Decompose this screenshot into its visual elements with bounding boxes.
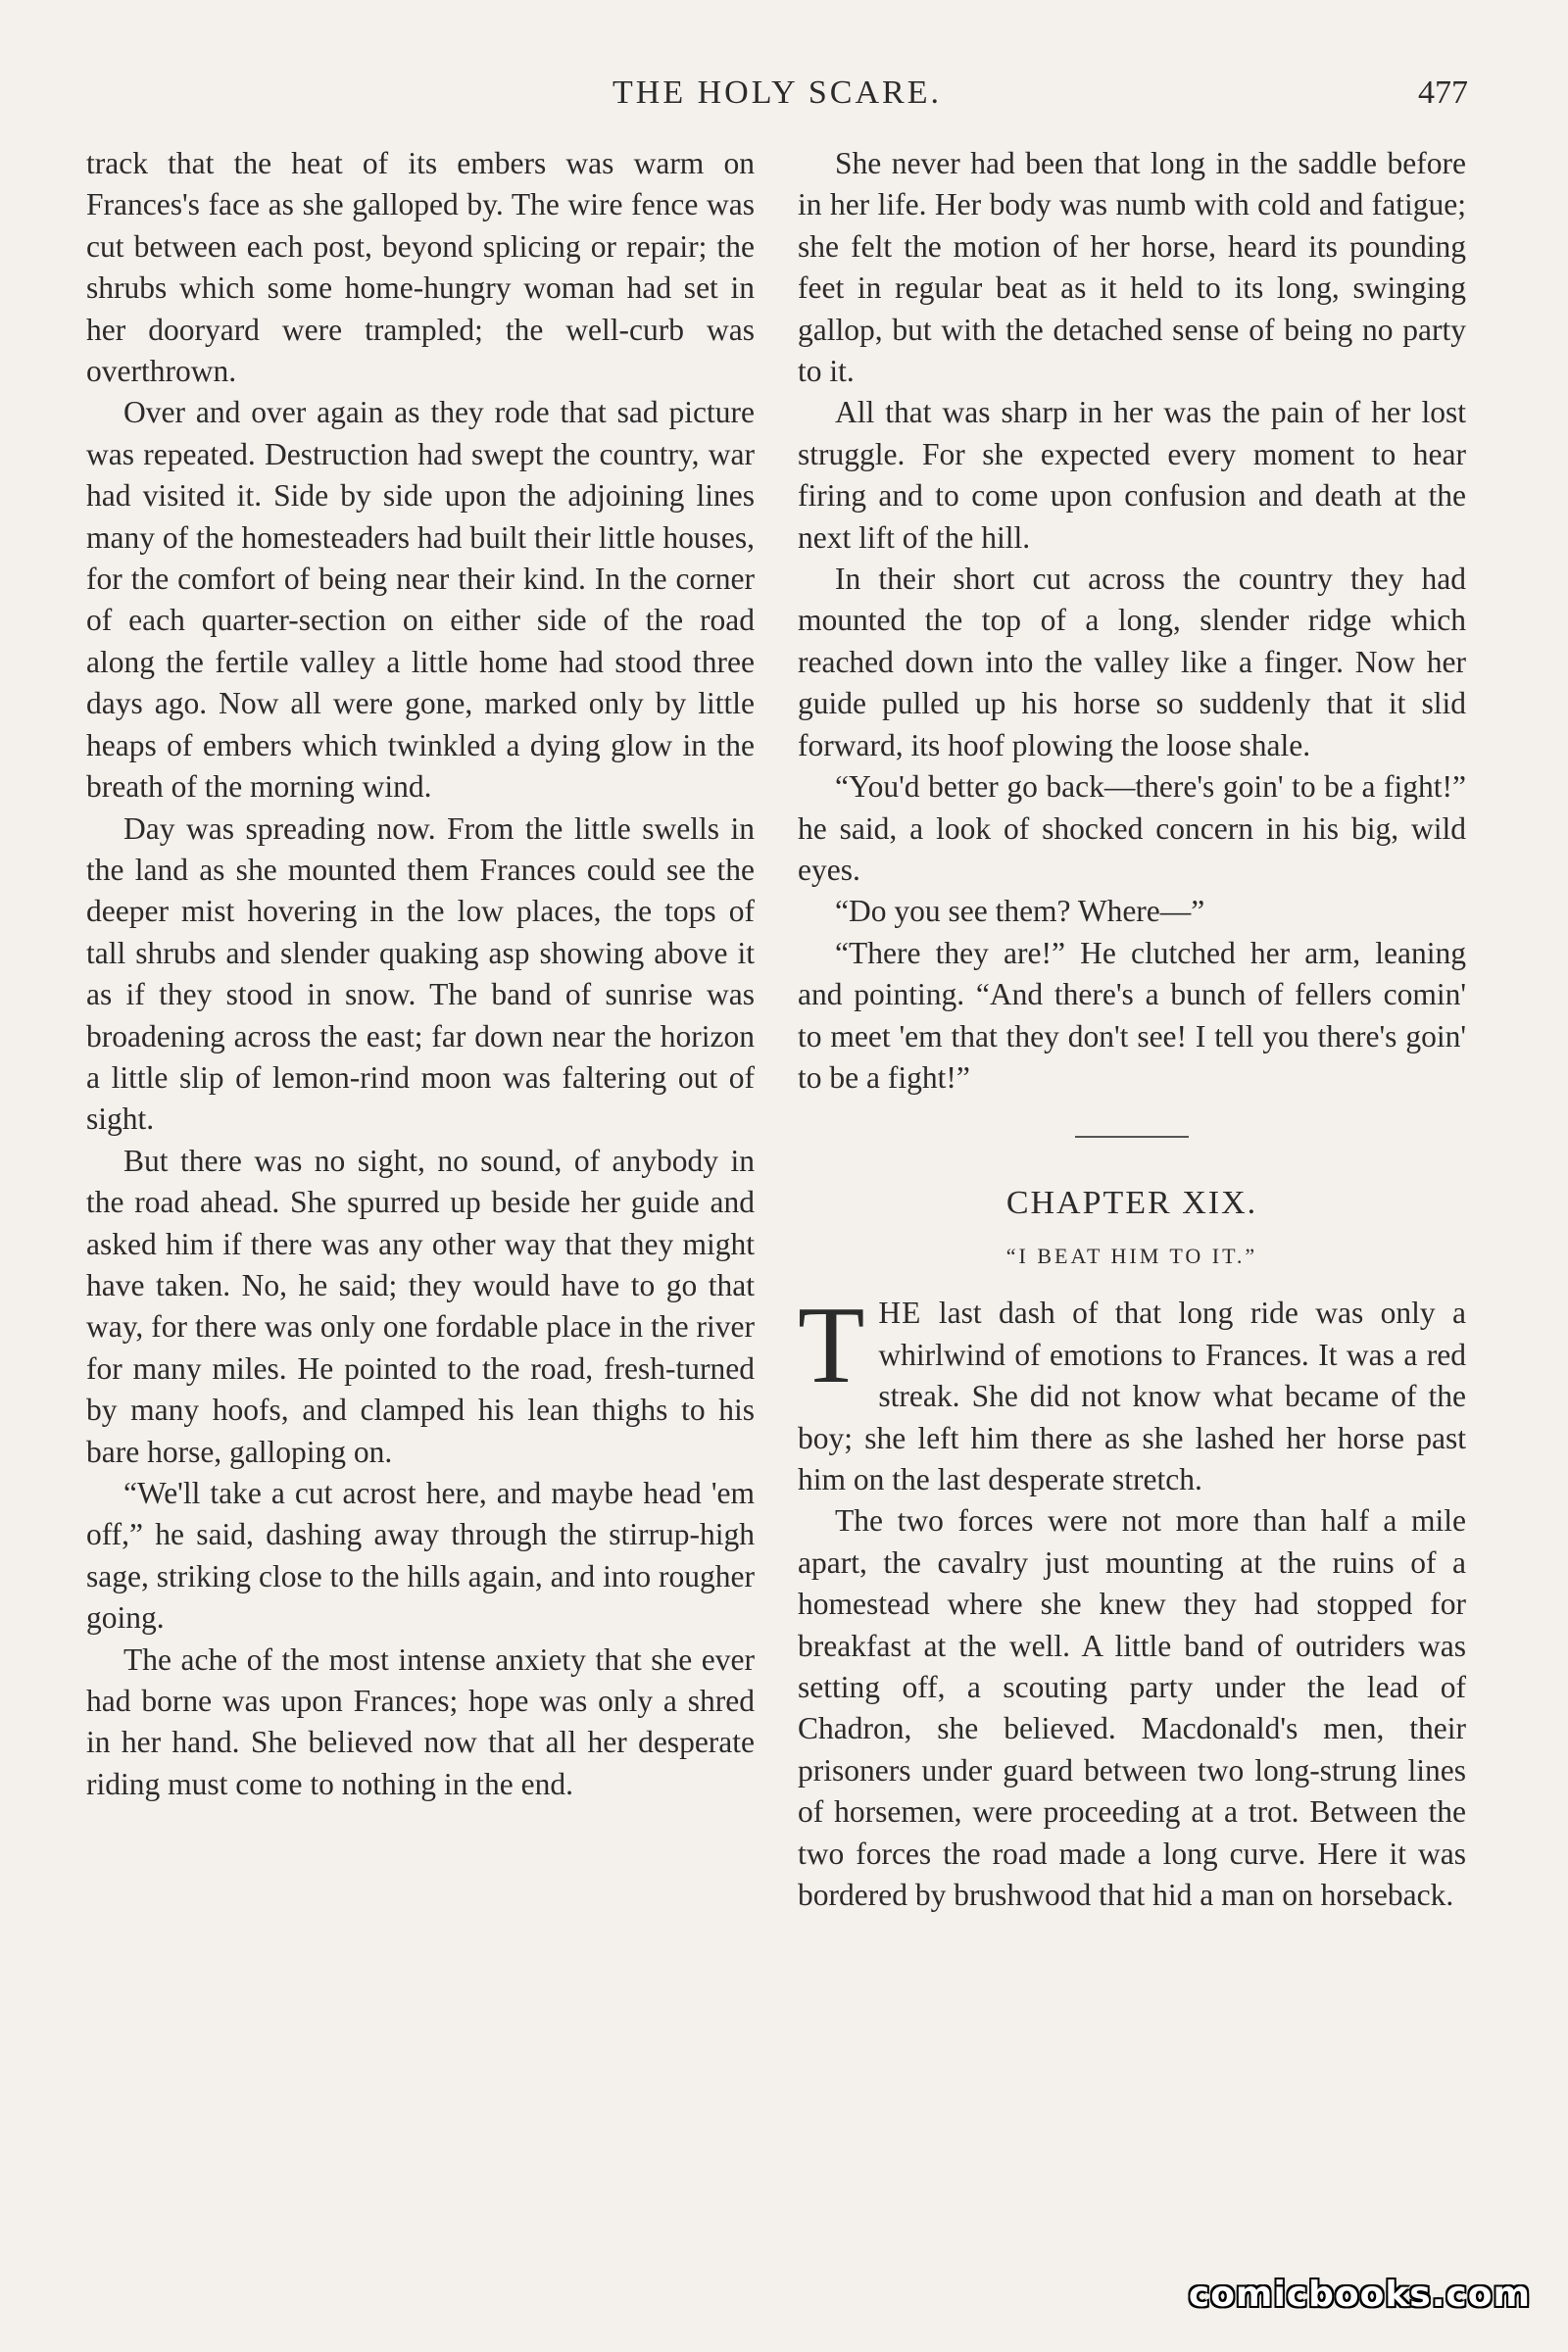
paragraph: Day was spreading now. From the little swells in the land as she mounted them Frances could see the deeper mist hovering in the low places, the tops of tall shrubs and slender quaking asp showing above it as if they stood in snow. The band of sunrise was broadening across the east; far down near the horizon a little slip of lemon-rind moon was faltering out of sight. xyxy=(86,810,755,1137)
paragraph: In their short cut across the country they had mounted the top of a long, slender ridge which reached down into the valley like a finger. Now her guide pulled up his horse so suddenly that it slid forward, its hoof plowing the loose shale. xyxy=(798,562,1466,762)
paragraph: But there was no sight, no sound, of anybody in the road ahead. She spurred up beside her guide and asked him if there was any other way that they might have taken. No, he said; they would have to go that way, for there was only one fordable place in the river for many miles. He pointed to the road, fresh-turned by many hoofs, and clamped his lean thighs to his bare horse, galloping on. xyxy=(86,1143,755,1469)
paragraph: track that the heat of its embers was warm on Frances's face as she galloped by. The wire fence was cut between each post, beyond splicing or repair; the shrubs which some home-hungry woman had set in her dooryard were trampled; the well-curb was overthrown. xyxy=(86,146,755,389)
paragraph: “There they are!” He clutched her arm, leaning and pointing. “And there's a bunch of fellers comin' to meet 'em that they don't see! I tell you there's goin' to be a fight!” xyxy=(798,935,1466,1095)
chapter-heading: CHAPTER XIX. xyxy=(1005,1185,1258,1222)
paragraph: “We'll take a cut acrost here, and maybe head 'em off,” he said, dashing away through the stirrup-high sage, striking close to the hills again, and into rougher going. xyxy=(86,1476,755,1636)
first-word-rest: HE xyxy=(878,1296,922,1331)
chapter-first-paragraph xyxy=(798,1285,1466,1500)
page-number: 477 xyxy=(1418,74,1468,111)
paragraph: Over and over again as they rode that sad picture was repeated. Destruction had swept the country, war had visited it. Side by side upon the adjoining lines many of the homesteaders had built their little houses, for the comfort of being near their kind. In the corner of each quarter-section on either side of the road along the fertile valley a little home had stood three days ago. Now all were gone, marked only by little heaps of embers which twinkled a dying glow in the breath of the morning wind. xyxy=(86,395,755,805)
drop-cap: T xyxy=(798,1285,865,1407)
section-divider xyxy=(1075,1136,1189,1138)
right-column xyxy=(798,143,1466,1916)
page-header xyxy=(86,69,1468,118)
chapter-subtitle: “I BEAT HIM TO IT.” xyxy=(1005,1244,1258,1269)
paragraph: “You'd better go back—there's goin' to be a fight!” he said, a look of shocked concern in his big, wild eyes. xyxy=(798,769,1466,887)
watermark: comicbooks.com xyxy=(1188,2275,1531,2315)
paragraph: She never had been that long in the saddle before in her life. Her body was numb with cold and fatigue; she felt the motion of her horse, heard its pounding feet in regular beat as it held to its long, swinging gallop, but with the detached sense of being no party to it. xyxy=(798,146,1466,389)
running-title: THE HOLY SCARE. xyxy=(612,74,942,111)
paragraph: The ache of the most intense anxiety that she ever had borne was upon Frances; hope was only a shred in her hand. She believed now that all her desperate riding must come to nothing in the end. xyxy=(86,1642,755,1801)
left-column xyxy=(86,143,755,1805)
first-paragraph-rest: last dash of that long ride was only a whirlwind of emotions to Frances. It was a red streak. She did not know what became of the boy; she left him there as she lashed her horse past him on the last desperate stretch. xyxy=(798,1296,1466,1496)
paragraph: The two forces were not more than half a mile apart, the cavalry just mounting at the ruins of a homestead where she knew they had stopped for breakfast at the well. A little band of outriders was setting off, a scouting party under the lead of Chadron, she believed. Macdonald's men, their prisoners under guard between two long-strung lines of horsemen, were proceeding at a trot. Between the two forces the road made a long curve. Here it was bordered by brushwood that hid a man on horseback. xyxy=(798,1503,1466,1913)
paragraph: All that was sharp in her was the pain of her lost struggle. For she expected every moment to hear firing and to come upon confusion and death at the next lift of the hill. xyxy=(798,395,1466,555)
paragraph: “Do you see them? Where—” xyxy=(835,894,1205,929)
